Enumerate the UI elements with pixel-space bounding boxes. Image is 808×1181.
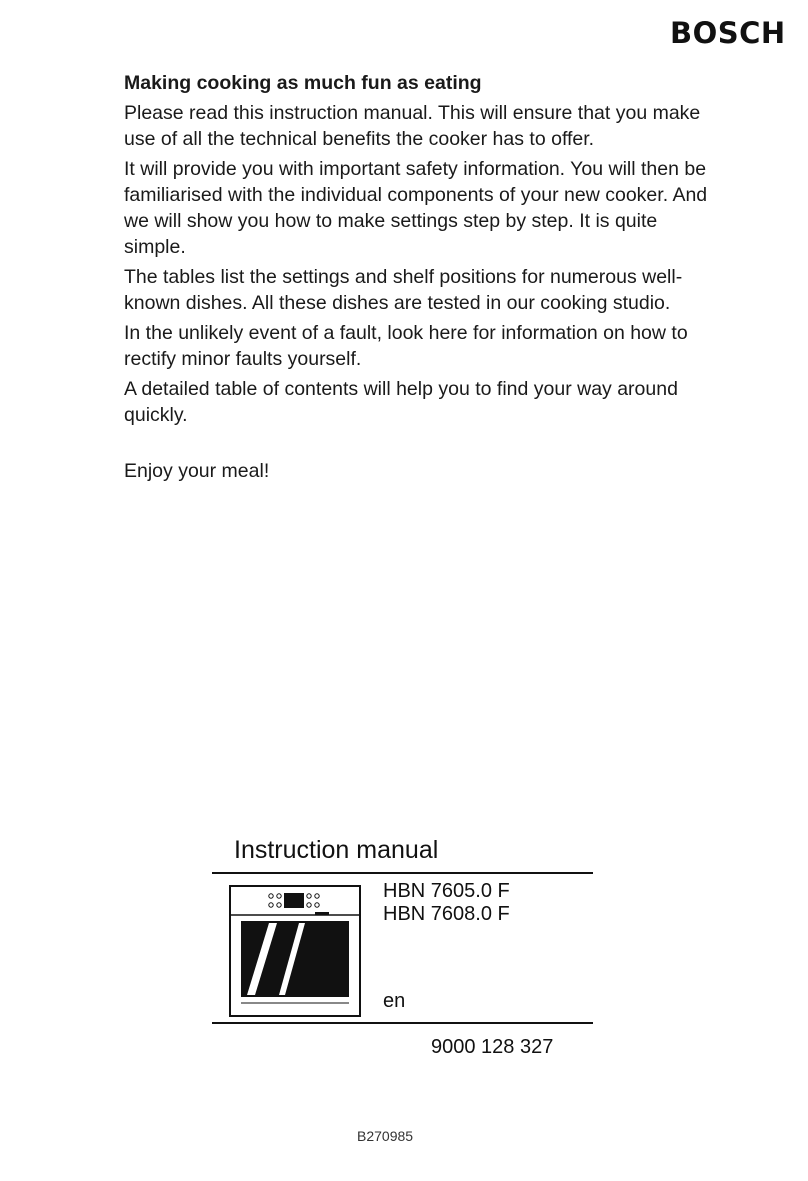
manual-title: Instruction manual [234, 836, 439, 864]
brand-logo: BOSCH [670, 16, 786, 50]
intro-heading: Making cooking as much fun as eating [124, 72, 482, 94]
built-in-oven-icon [229, 885, 361, 1017]
model-number: HBN 7605.0 F [383, 880, 510, 902]
model-numbers [383, 880, 510, 926]
divider [212, 1022, 593, 1024]
intro-paragraph: Please read this instruction manual. This will ensure that you make use of all the technical benefits the cooker has to offer. [124, 102, 701, 150]
language-code: en [383, 990, 406, 1012]
model-number: HBN 7608.0 F [383, 903, 510, 925]
footer-code: B270985 [357, 1128, 414, 1144]
intro-paragraph: It will provide you with important safety information. You will then be familiarised with the individual components of your new cooker. And we will show you how to make settings step by step. It is quite simple. [124, 158, 708, 258]
divider [212, 872, 593, 874]
intro-paragraph: The tables list the settings and shelf positions for numerous well-known dishes. All these dishes are tested in our cooking studio. [124, 266, 683, 314]
document-number: 9000 128 327 [431, 1036, 554, 1058]
intro-paragraph: In the unlikely event of a fault, look here for information on how to rectify minor faults yourself. [124, 322, 688, 370]
intro-section [124, 70, 724, 488]
intro-paragraph: A detailed table of contents will help you to find your way around quickly. [124, 378, 678, 426]
closing-line: Enjoy your meal! [124, 460, 270, 482]
